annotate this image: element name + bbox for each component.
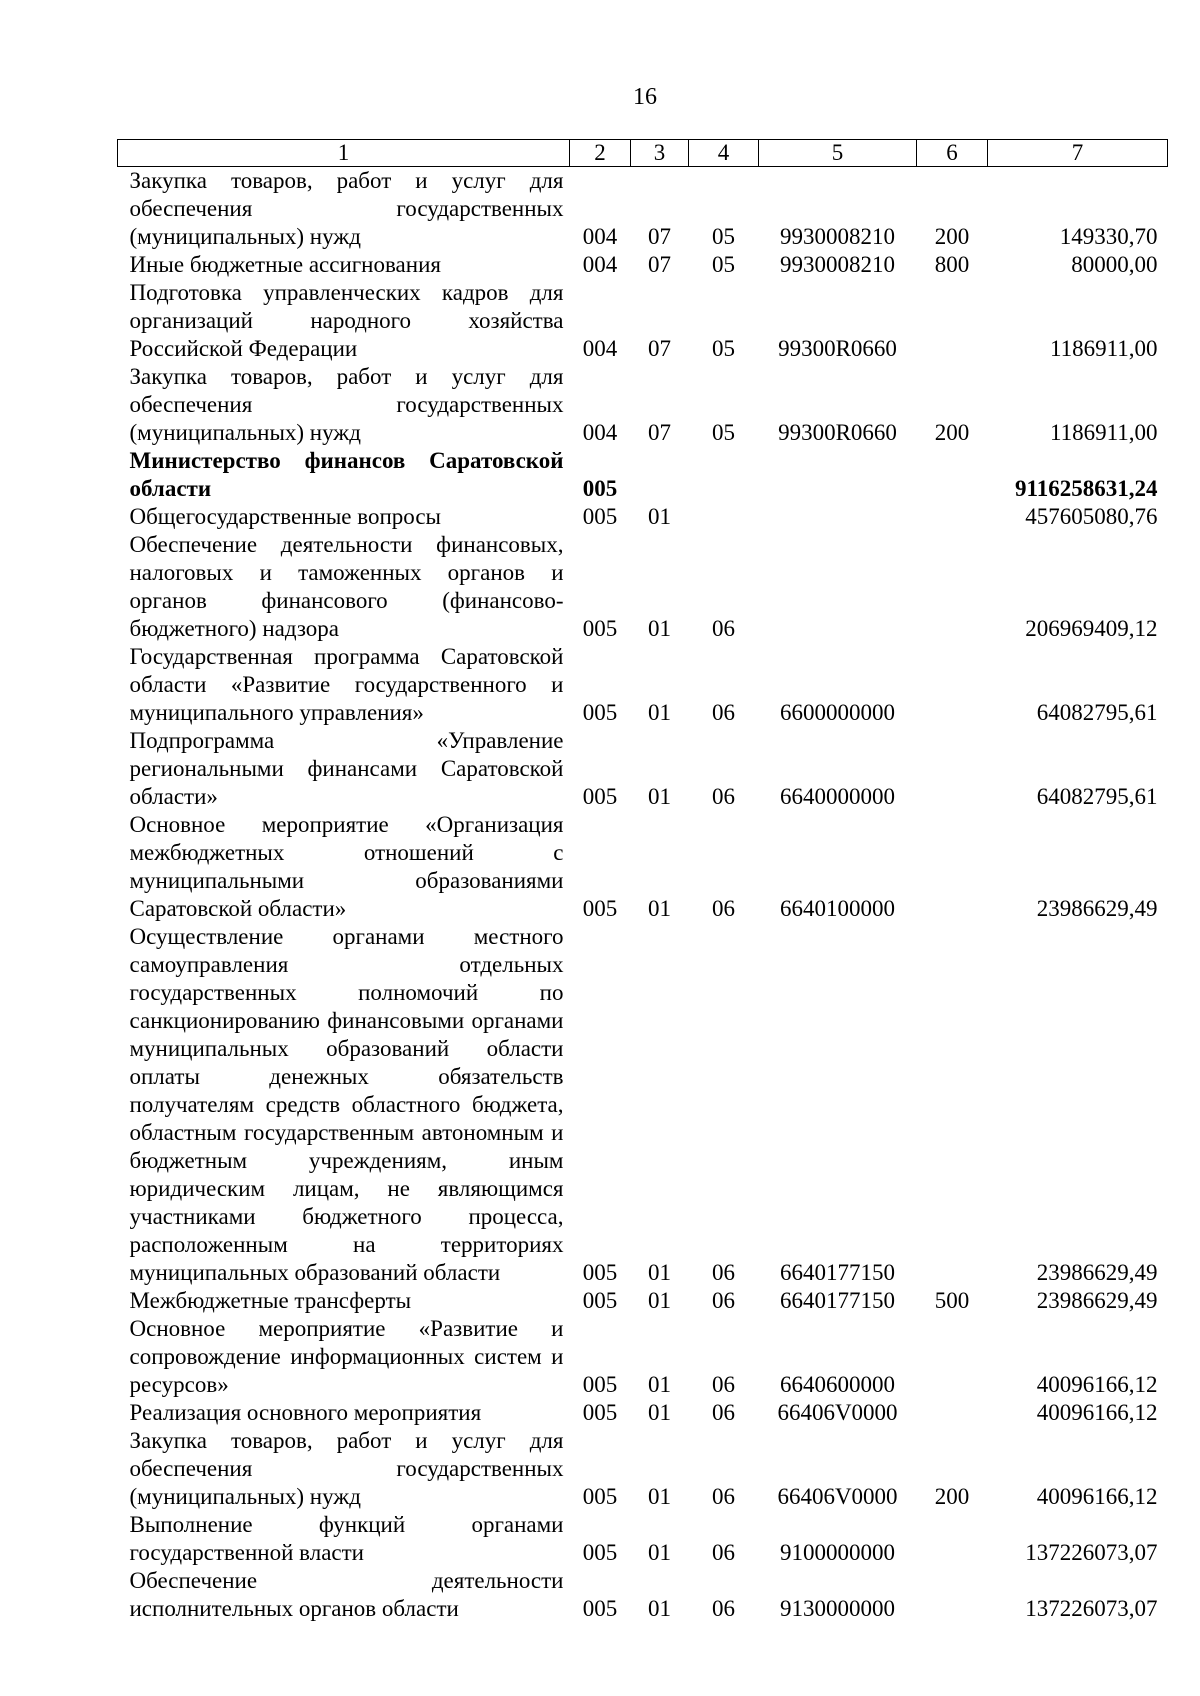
row-code-subsection-cell: 05	[712, 420, 735, 445]
row-sum-cell: 80000,00	[1071, 252, 1158, 277]
row-code-subsection-cell	[689, 503, 759, 531]
header-col-7: 7	[988, 140, 1168, 167]
row-code-expense-type-cell: 200	[934, 1484, 970, 1509]
row-code-target-cell: 99300R0660	[778, 336, 897, 361]
row-code-subsection-cell: 05	[712, 224, 735, 249]
row-sum-cell: 137226073,07	[1025, 1540, 1158, 1565]
row-sum-cell: 137226073,07	[1025, 1596, 1158, 1621]
row-code-subsection-cell: 06	[712, 784, 735, 809]
table-row	[118, 1567, 1168, 1623]
row-sum-cell: 1186911,00	[1049, 336, 1158, 361]
row-code-admin-cell: 005	[582, 1372, 618, 1397]
row-code-section-cell: 07	[648, 336, 671, 361]
table-body	[118, 167, 1168, 1624]
row-code-target-cell: 6640000000	[780, 784, 895, 809]
header-col-6: 6	[917, 140, 988, 167]
row-code-expense-type-cell	[917, 1567, 988, 1623]
row-code-admin-cell: 005	[582, 504, 618, 529]
row-code-target-cell: 66406V0000	[777, 1484, 898, 1509]
row-code-target-cell	[759, 503, 917, 531]
row-code-section-cell	[631, 447, 689, 503]
row-code-target-cell: 99300R0660	[778, 420, 897, 445]
row-code-expense-type-cell	[917, 531, 988, 643]
row-name-cell: Осуществление органами местного самоуправления отдельных государственных полномочий по санкционированию финансовыми органами муниципальных образований области оплаты денежных обязательств получателям средств областного бюджета, областным государственным автономным и бюджетным учреждениям, иным юридическим лицам, не являющимся участниками бюджетного процесса, расположенным на территориях муниципальных образований области	[129, 924, 564, 1285]
row-sum-cell: 23986629,49	[1036, 1260, 1158, 1285]
row-code-admin-cell: 005	[582, 700, 618, 725]
row-name-cell: Закупка товаров, работ и услуг для обеспечения государственных (муниципальных) нужд	[129, 168, 564, 249]
row-sum-cell: 149330,70	[1059, 224, 1158, 249]
row-sum-cell: 9116258631,24	[1015, 476, 1158, 501]
row-code-subsection-cell: 06	[712, 700, 735, 725]
row-name-cell: Закупка товаров, работ и услуг для обеспечения государственных (муниципальных) нужд	[129, 1428, 564, 1509]
row-code-section-cell: 07	[648, 224, 671, 249]
row-code-target-cell	[759, 447, 917, 503]
row-code-section-cell: 07	[648, 252, 671, 277]
table-row	[118, 727, 1168, 811]
row-code-admin-cell: 004	[582, 420, 618, 445]
row-name-cell: Иные бюджетные ассигнования	[129, 252, 441, 277]
row-code-section-cell: 01	[648, 1400, 671, 1425]
row-code-section-cell: 01	[648, 1596, 671, 1621]
row-code-target-cell: 9930008210	[780, 252, 895, 277]
row-name-cell: Общегосударственные вопросы	[129, 504, 441, 529]
row-code-section-cell: 07	[648, 420, 671, 445]
header-col-3: 3	[631, 140, 689, 167]
row-code-expense-type-cell: 500	[934, 1288, 970, 1313]
row-code-admin-cell: 005	[582, 1484, 618, 1509]
row-name-cell: Министерство финансов Саратовской области	[129, 448, 564, 501]
table-row	[118, 1315, 1168, 1399]
row-sum-cell: 1186911,00	[1049, 420, 1158, 445]
table-row	[118, 167, 1168, 252]
table-row	[118, 1427, 1168, 1511]
table-row	[118, 503, 1168, 531]
row-code-section-cell: 01	[648, 896, 671, 921]
row-code-target-cell	[759, 531, 917, 643]
table-row	[118, 1399, 1168, 1427]
row-code-section-cell: 01	[648, 616, 671, 641]
table-row	[118, 531, 1168, 643]
row-code-target-cell: 6640100000	[780, 896, 895, 921]
row-name-cell: Межбюджетные трансферты	[129, 1288, 412, 1313]
row-code-subsection-cell: 05	[712, 336, 735, 361]
row-code-target-cell: 6640177150	[780, 1260, 895, 1285]
row-code-expense-type-cell	[917, 923, 988, 1287]
row-sum-cell: 23986629,49	[1036, 1288, 1158, 1313]
row-name-cell: Обеспечение деятельности финансовых, налоговых и таможенных органов и органов финансового (финансово-бюджетного) надзора	[129, 532, 564, 641]
table-row	[118, 1287, 1168, 1315]
row-code-subsection-cell	[689, 447, 759, 503]
header-col-4: 4	[689, 140, 759, 167]
row-sum-cell: 457605080,76	[1025, 504, 1158, 529]
row-code-admin-cell: 005	[582, 1400, 618, 1425]
row-code-subsection-cell: 06	[712, 616, 735, 641]
row-code-section-cell: 01	[648, 1288, 671, 1313]
row-code-subsection-cell: 06	[712, 1372, 735, 1397]
row-code-subsection-cell: 05	[712, 252, 735, 277]
row-code-expense-type-cell	[917, 1315, 988, 1399]
row-sum-cell: 40096166,12	[1036, 1400, 1158, 1425]
row-code-target-cell: 9930008210	[780, 224, 895, 249]
row-name-cell: Основное мероприятие «Развитие и сопровождение информационных систем и ресурсов»	[129, 1316, 564, 1397]
row-name-cell: Обеспечение деятельности исполнительных органов области	[129, 1568, 564, 1621]
row-code-admin-cell: 005	[582, 1596, 618, 1621]
row-code-expense-type-cell	[917, 643, 988, 727]
row-sum-cell: 64082795,61	[1036, 784, 1158, 809]
row-sum-cell: 23986629,49	[1036, 896, 1158, 921]
row-code-admin-cell: 005	[582, 1288, 618, 1313]
row-code-admin-cell: 005	[582, 784, 618, 809]
row-code-target-cell: 6640600000	[780, 1372, 895, 1397]
row-code-subsection-cell: 06	[712, 1484, 735, 1509]
table-row	[118, 447, 1168, 503]
table-row	[118, 363, 1168, 447]
row-code-section-cell: 01	[648, 700, 671, 725]
row-code-expense-type-cell	[917, 279, 988, 363]
budget-table	[117, 139, 1168, 1623]
row-code-admin-cell: 005	[582, 896, 618, 921]
row-code-target-cell: 9130000000	[780, 1596, 895, 1621]
row-code-expense-type-cell: 200	[934, 224, 970, 249]
row-sum-cell: 40096166,12	[1036, 1484, 1158, 1509]
row-name-cell: Подпрограмма «Управление региональными финансами Саратовской области»	[129, 728, 564, 809]
table-row	[118, 279, 1168, 363]
row-name-cell: Закупка товаров, работ и услуг для обеспечения государственных (муниципальных) нужд	[129, 364, 564, 445]
row-name-cell: Реализация основного мероприятия	[129, 1400, 482, 1425]
row-sum-cell: 64082795,61	[1036, 700, 1158, 725]
table-row	[118, 811, 1168, 923]
row-code-subsection-cell: 06	[712, 1596, 735, 1621]
row-code-expense-type-cell	[917, 1399, 988, 1427]
row-code-expense-type-cell	[917, 811, 988, 923]
row-name-cell: Государственная программа Саратовской области «Развитие государственного и муниципального управления»	[129, 644, 564, 725]
row-code-section-cell: 01	[648, 504, 671, 529]
header-col-5: 5	[759, 140, 917, 167]
header-col-2: 2	[570, 140, 631, 167]
table-row	[118, 923, 1168, 1287]
row-code-subsection-cell: 06	[712, 896, 735, 921]
row-code-admin-cell: 005	[582, 1540, 618, 1565]
row-name-cell: Подготовка управленческих кадров для организаций народного хозяйства Российской Федерации	[129, 280, 564, 361]
row-code-admin-cell: 004	[582, 224, 618, 249]
row-sum-cell: 206969409,12	[1025, 616, 1158, 641]
row-code-target-cell: 6640177150	[780, 1288, 895, 1313]
row-code-target-cell: 9100000000	[780, 1540, 895, 1565]
row-code-section-cell: 01	[648, 1260, 671, 1285]
row-name-cell: Выполнение функций органами государственной власти	[129, 1512, 564, 1565]
table-row	[118, 643, 1168, 727]
row-code-expense-type-cell: 200	[934, 420, 970, 445]
row-code-expense-type-cell	[917, 727, 988, 811]
row-code-admin-cell: 005	[582, 616, 618, 641]
row-code-admin-cell: 004	[582, 252, 618, 277]
row-code-admin-cell: 005	[582, 1260, 618, 1285]
row-code-subsection-cell: 06	[712, 1540, 735, 1565]
row-code-expense-type-cell	[917, 1511, 988, 1567]
row-code-section-cell: 01	[648, 1540, 671, 1565]
row-code-expense-type-cell	[917, 503, 988, 531]
row-sum-cell: 40096166,12	[1036, 1372, 1158, 1397]
row-code-subsection-cell: 06	[712, 1400, 735, 1425]
row-code-expense-type-cell: 800	[934, 252, 970, 277]
table-row	[118, 251, 1168, 279]
row-code-expense-type-cell	[917, 447, 988, 503]
header-col-1: 1	[118, 140, 570, 167]
row-code-target-cell: 66406V0000	[777, 1400, 898, 1425]
row-code-target-cell: 6600000000	[780, 700, 895, 725]
row-code-section-cell: 01	[648, 1484, 671, 1509]
row-code-subsection-cell: 06	[712, 1288, 735, 1313]
row-code-subsection-cell: 06	[712, 1260, 735, 1285]
row-code-section-cell: 01	[648, 1372, 671, 1397]
row-code-admin-cell: 004	[582, 336, 618, 361]
row-code-section-cell: 01	[648, 784, 671, 809]
row-code-admin-cell: 005	[582, 476, 618, 501]
row-name-cell: Основное мероприятие «Организация межбюджетных отношений с муниципальными образованиями Саратовской области»	[129, 812, 564, 921]
table-row	[118, 1511, 1168, 1567]
table-header-row	[118, 140, 1168, 167]
page-number: 16	[633, 84, 657, 110]
